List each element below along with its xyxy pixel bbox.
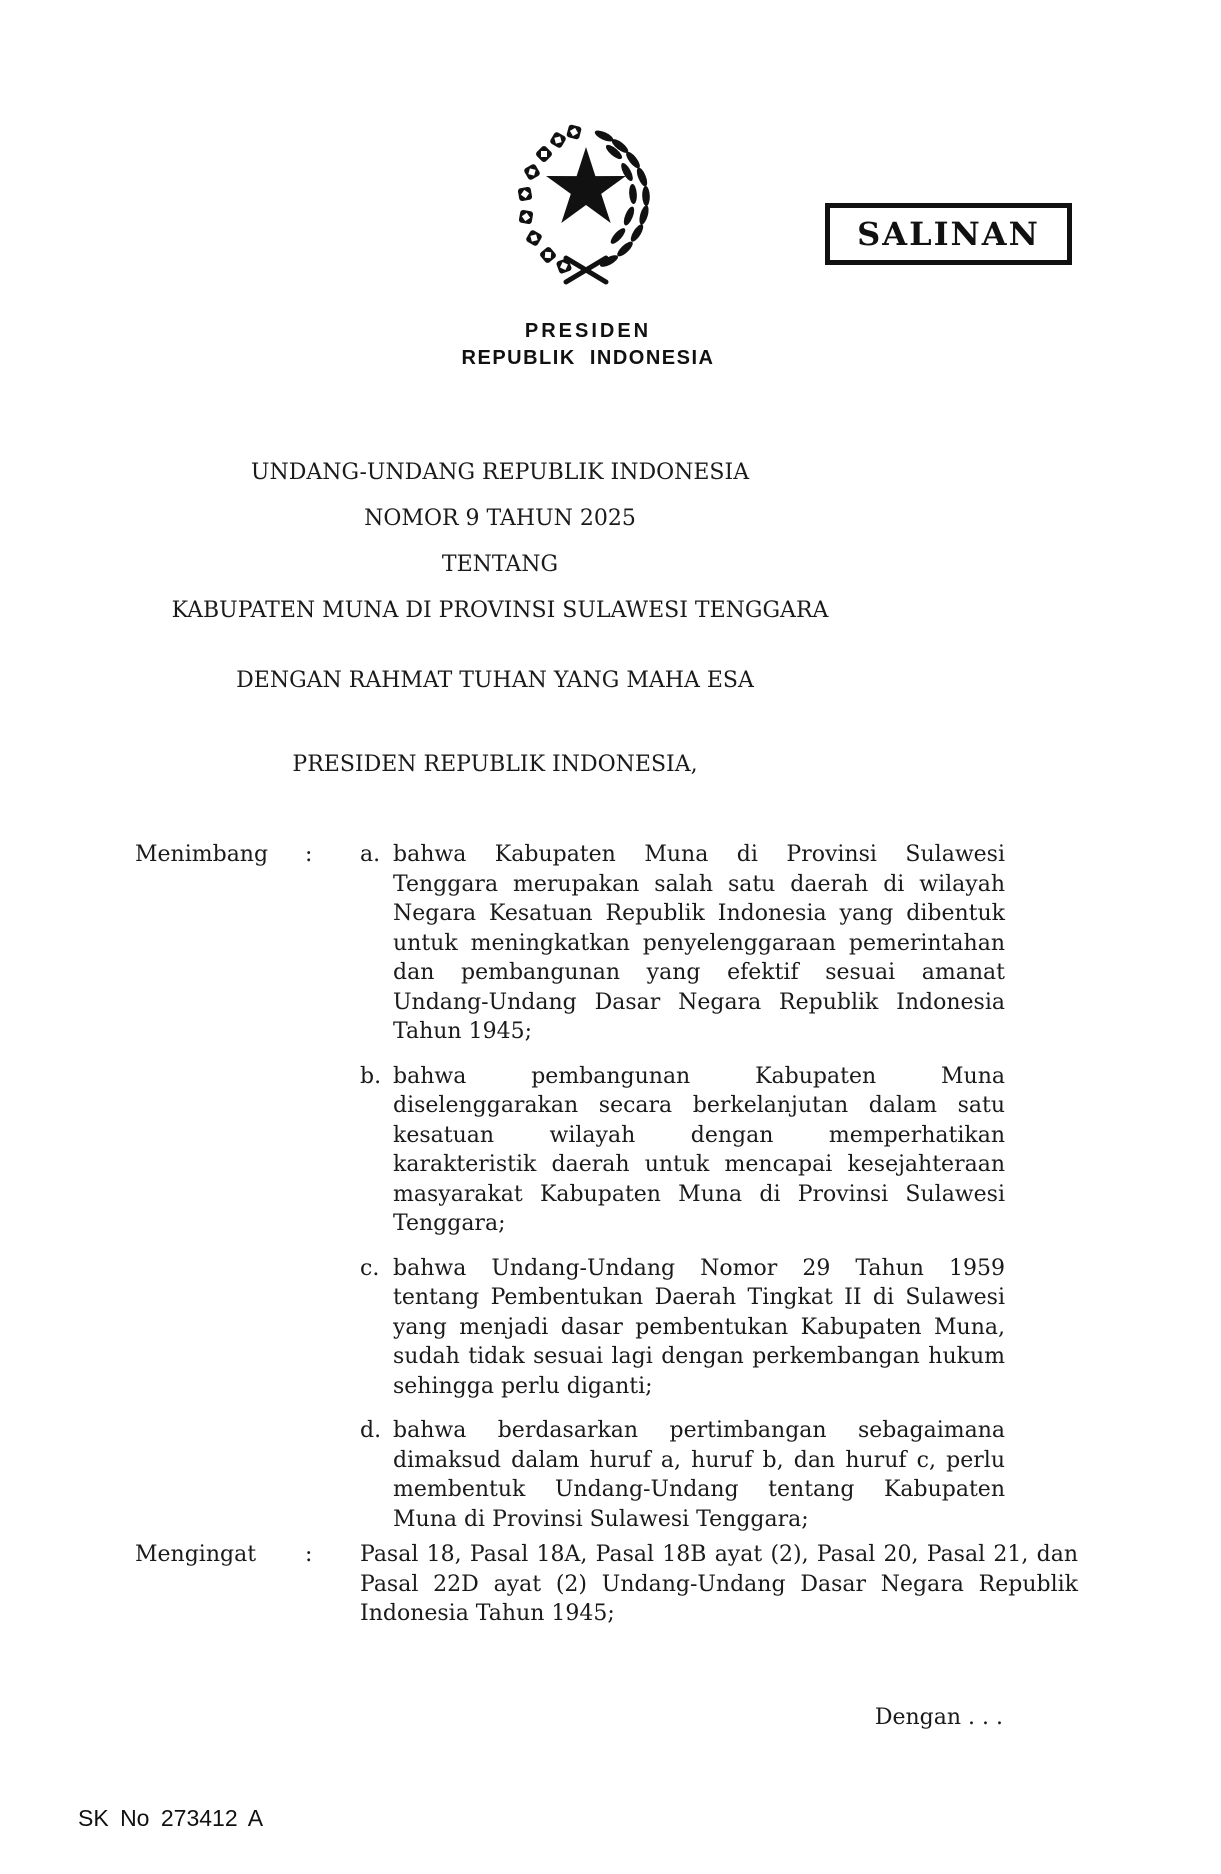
considering-item-c bbox=[360, 1254, 1005, 1402]
item-text: bahwa Kabupaten Muna di Provinsi Sulawesi Tenggara merupakan salah satu daerah di wilayah Negara Kesatuan Republik Indonesia yang dibentuk untuk meningkatkan penyelenggaraan pemerintahan dan pembangunan yang efektif sesuai amanat Undang-Undang Dasar Negara Republik Indonesia Tahun 1945; bbox=[393, 842, 1005, 1044]
letterhead bbox=[438, 320, 738, 370]
remembering-section bbox=[135, 1540, 1078, 1629]
title-about-label: TENTANG bbox=[441, 552, 559, 577]
letterhead-presiden: PRESIDEN bbox=[524, 320, 652, 342]
footer-sk-code: SK No 273412 A bbox=[78, 1805, 264, 1831]
item-marker: c. bbox=[360, 1255, 380, 1281]
catchword: Dengan . . . bbox=[874, 1705, 1003, 1730]
title-number: NOMOR 9 TAHUN 2025 bbox=[364, 506, 636, 531]
remembering-label: Mengingat bbox=[135, 1542, 257, 1567]
considering-items bbox=[360, 840, 1005, 1549]
considering-colon: : bbox=[305, 842, 313, 867]
title-type: UNDANG-UNDANG REPUBLIK INDONESIA bbox=[250, 460, 750, 485]
item-marker: d. bbox=[360, 1418, 382, 1443]
title-block bbox=[150, 450, 850, 634]
considering-item-a bbox=[360, 840, 1005, 1047]
item-text: bahwa pembangunan Kabupaten Muna diselenggarakan secara berkelanjutan dalam satu kesatuan wilayah dengan memperhatikan karakteristik daerah untuk mencapai kesejahteraan masyarakat Kabupaten Muna di Provinsi Sulawesi Tenggara; bbox=[393, 1063, 1005, 1236]
remembering-colon: : bbox=[305, 1542, 313, 1567]
considering-item-d bbox=[360, 1416, 1005, 1534]
considering-section bbox=[135, 840, 1005, 1549]
salinan-stamp-label: SALINAN bbox=[857, 215, 1040, 253]
item-marker: a. bbox=[360, 842, 381, 867]
salinan-stamp bbox=[825, 203, 1072, 265]
item-text: bahwa Undang-Undang Nomor 29 Tahun 1959 tentang Pembentukan Daerah Tingkat II di Sulawesi yang menjadi dasar pembentukan Kabupaten Muna, sudah tidak sesuai lagi dengan perkembangan hukum sehingga perlu diganti; bbox=[393, 1255, 1005, 1399]
item-text: bahwa berdasarkan pertimbangan sebagaimana dimaksud dalam huruf a, huruf b, dan huruf c, perlu membentuk Undang-Undang tentang Kabupaten Muna di Provinsi Sulawesi Tenggara; bbox=[393, 1418, 1005, 1532]
presidential-emblem-icon bbox=[510, 110, 662, 305]
remembering-text: Pasal 18, Pasal 18A, Pasal 18B ayat (2), Pasal 20, Pasal 21, dan Pasal 22D ayat (2) Undang-Undang Dasar Negara Republik Indonesia Tahun 1945; bbox=[360, 1542, 1078, 1626]
title-subject: KABUPATEN MUNA DI PROVINSI SULAWESI TENGGARA bbox=[171, 598, 829, 623]
enacting-authority-line: PRESIDEN REPUBLIK INDONESIA, bbox=[292, 752, 698, 777]
item-marker: b. bbox=[360, 1063, 382, 1089]
invocation-line: DENGAN RAHMAT TUHAN YANG MAHA ESA bbox=[236, 668, 754, 693]
considering-label: Menimbang bbox=[135, 842, 269, 867]
considering-item-b bbox=[360, 1062, 1005, 1239]
letterhead-republik-indonesia: REPUBLIK INDONESIA bbox=[461, 347, 715, 369]
